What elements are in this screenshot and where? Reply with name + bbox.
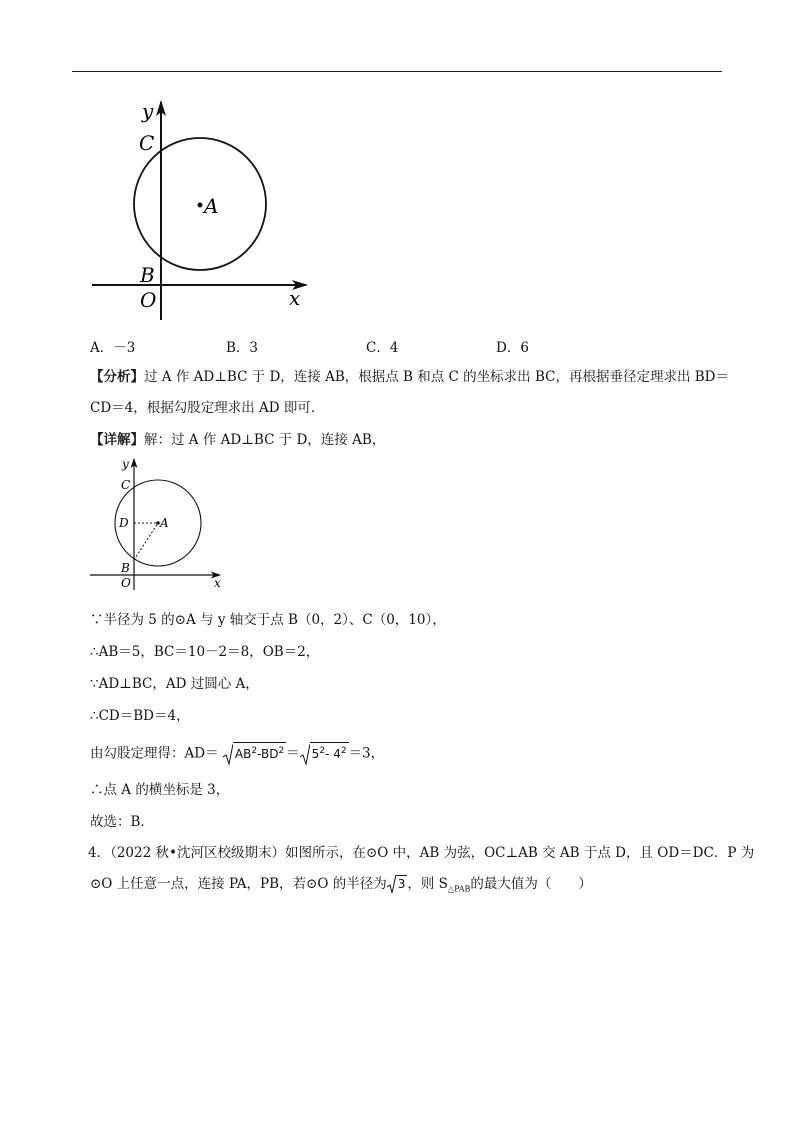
label-x: x bbox=[289, 286, 301, 310]
option-b-letter: B． bbox=[226, 340, 250, 356]
label-c: C bbox=[139, 131, 155, 155]
step-2: ∴AB＝5，BC＝10－2＝8，OB＝2， bbox=[90, 644, 320, 660]
option-c-letter: C． bbox=[366, 340, 390, 356]
step-5 bbox=[90, 742, 384, 766]
question-4-line-2 bbox=[90, 874, 592, 900]
segment-ab bbox=[134, 523, 158, 560]
option-b-value: 3 bbox=[249, 340, 259, 356]
rad1-term-b: -BD bbox=[257, 747, 279, 761]
radical-sign-icon bbox=[387, 875, 396, 895]
figure-solution bbox=[88, 456, 233, 594]
analysis-text-1: 过 A 作 AD⊥BC 于 D，连接 AB，根据点 B 和点 C 的坐标求出 BC，再根据垂径定理求出 BD＝ bbox=[144, 369, 730, 385]
step-7: 故选：B． bbox=[90, 814, 154, 830]
label-y-2: y bbox=[122, 457, 129, 471]
label-c-2: C bbox=[121, 478, 131, 492]
rad2-term-a: 5 bbox=[311, 747, 320, 761]
radical-1-body bbox=[233, 742, 286, 762]
radical-3 bbox=[387, 874, 408, 895]
option-a[interactable] bbox=[90, 336, 135, 356]
option-c[interactable] bbox=[366, 336, 398, 356]
rad2-exp-b: 2 bbox=[340, 746, 347, 756]
analysis-line-1 bbox=[90, 367, 729, 387]
header-rule bbox=[72, 71, 722, 72]
label-y: y bbox=[142, 99, 154, 123]
option-d-letter: D． bbox=[496, 340, 521, 356]
rad1-exp-a: 2 bbox=[251, 746, 258, 756]
q4-line2-mid: ，则 S bbox=[407, 876, 448, 892]
label-o: O bbox=[140, 288, 157, 312]
option-c-value: 4 bbox=[389, 340, 399, 356]
q4-line2-sub: △PAB bbox=[447, 884, 471, 894]
option-a-letter: A． bbox=[90, 340, 114, 356]
step-6: ∴点 A 的横坐标是 3， bbox=[90, 782, 230, 798]
radical-1 bbox=[223, 742, 286, 766]
rad1-term-a: AB bbox=[234, 747, 252, 761]
label-x-2: x bbox=[214, 576, 221, 590]
option-d[interactable] bbox=[496, 336, 529, 356]
label-d-2: D bbox=[119, 516, 129, 530]
analysis-line-2 bbox=[90, 398, 324, 418]
label-b-2: B bbox=[121, 561, 130, 575]
question-4-line-1: 4．（2022 秋•沈河区校级期末）如图所示，在⊙O 中，AB 为弦，OC⊥AB 交 AB 于点 D，且 OD＝DC．P 为 bbox=[88, 845, 755, 861]
option-b[interactable] bbox=[226, 336, 258, 356]
analysis-tag: 【分析】 bbox=[90, 369, 144, 385]
radical-2 bbox=[300, 742, 349, 766]
label-o-2: O bbox=[121, 576, 131, 590]
label-a: A bbox=[204, 194, 219, 218]
option-a-value: －3 bbox=[113, 340, 136, 356]
step-5-mid: ＝ bbox=[286, 745, 300, 762]
center-point bbox=[198, 203, 203, 208]
radical-sign-icon bbox=[300, 744, 310, 766]
radical-sign-icon bbox=[223, 744, 233, 766]
q4-line2-prefix: ⊙O 上任意一点，连接 PA，PB，若⊙O 的半径为 bbox=[90, 876, 387, 892]
label-b: B bbox=[140, 263, 155, 287]
q4-line2-suffix: 的最大值为（ ） bbox=[470, 876, 592, 892]
radical-3-body: 3 bbox=[397, 877, 406, 892]
step-1: ∵半径为 5 的⊙A 与 y 轴交于点 B（0，2）、C（0，10）， bbox=[90, 612, 446, 628]
step-5-suffix: ＝3， bbox=[348, 745, 385, 762]
figure-circle-axes bbox=[88, 98, 318, 326]
detail-line bbox=[90, 430, 385, 450]
label-a-2: A bbox=[160, 516, 169, 530]
step-3: ∵AD⊥BC，AD 过圆心 A， bbox=[90, 676, 259, 692]
radical-2-body bbox=[310, 742, 349, 762]
rad1-exp-b: 2 bbox=[278, 746, 285, 756]
detail-tag: 【详解】 bbox=[90, 432, 144, 448]
step-4: ∴CD＝BD＝4， bbox=[90, 708, 190, 724]
analysis-text-2: CD＝4，根据勾股定理求出 AD 即可． bbox=[90, 400, 325, 416]
option-d-value: 6 bbox=[520, 340, 529, 356]
detail-intro: 解：过 A 作 AD⊥BC 于 D，连接 AB， bbox=[144, 432, 386, 448]
rad2-exp-a: 2 bbox=[319, 746, 326, 756]
step-5-prefix: 由勾股定理得：AD＝ bbox=[90, 745, 219, 762]
rad2-term-b: - 4 bbox=[325, 747, 341, 761]
